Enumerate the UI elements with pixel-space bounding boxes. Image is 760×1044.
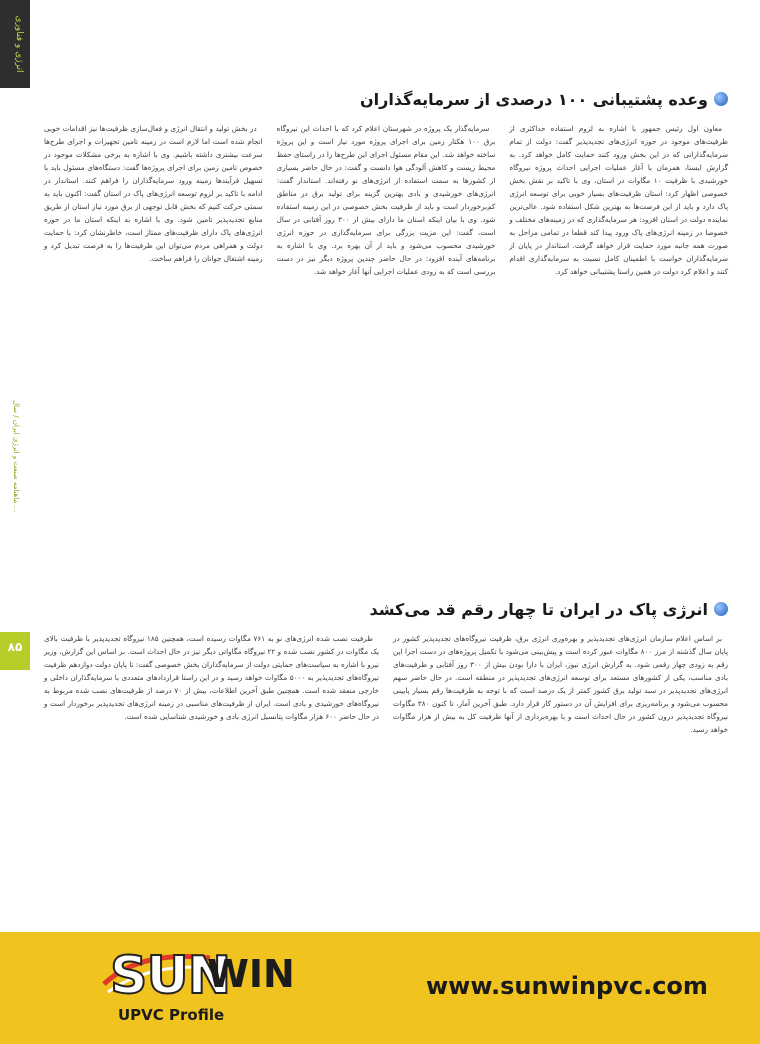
logo-sun-text: SUN — [110, 946, 231, 1006]
logo-subtitle: UPVC Profile — [118, 1006, 225, 1024]
article1-column-2 — [277, 122, 496, 582]
paragraph: بر اساس اعلام سازمان انرژی‌های تجدیدپذیر و بهره‌وری انرژی برق، ظرفیت نیروگاه‌های تجدیدپذیر کشور در پایان سال گذشته از مرز ۸۰۰ مگاوات عبور کرده است و پیش‌بینی می‌شود با تکمیل پروژه‌های در دست اجرا این رقم به زودی چهار رقمی شود. به گزارش انرژی نیوز، ایران با دارا بودن بیش از ۳۰۰ روز آفتابی و ظرفیت‌های بادی مناسب، یکی از کشورهای مستعد برای توسعه انرژی‌های تجدیدپذیر در منطقه است. در حال حاضر سهم انرژی‌های تجدیدپذیر در سبد تولید برق کشور کمتر از یک درصد است که با توجه به ظرفیت‌ها رقم بسیار پایینی محسوب می‌شود و برنامه‌ریزی برای افزایش آن در دستور کار قرار دارد. طبق آخرین آمار، تا کنون ۳۸۰ مگاوات نیروگاه تجدیدپذیر درون کشور در حال احداث است و با بهره‌برداری از آنها ظرفیت کل به بیش از هزار مگاوات خواهد رسید. — [393, 634, 729, 734]
paragraph: در بخش تولید و انتقال انرژی و فعال‌سازی ظرفیت‌ها نیز اقدامات خوبی انجام شده است اما لازم است در زمینه تامین تجهیزات و اجرای طرح‌ها سرعت بیشتری داشته باشیم. وی با اشاره به برخی مشکلات موجود در خصوص تامین زمین برای اجرای پروژه‌ها گفت: دستگاه‌های مسئول باید با تسهیل فرآیندها زمینه ورود سرمایه‌گذاران را فراهم کنند. استاندار در ادامه با تاکید بر لزوم توسعه انرژی‌های پاک در استان گفت: اکنون باید به سمتی حرکت کنیم که بخش قابل توجهی از برق مورد نیاز استان از طریق منابع تجدیدپذیر تامین شود. وی با اشاره به اینکه استان ما در حوزه انرژی‌های پاک دارای ظرفیت‌های ممتاز است، خاطرنشان کرد: با حمایت دولت و همراهی مردم می‌توان این ظرفیت‌ها را به فرصت تبدیل کرد و زمینه اشتغال جوانان را فراهم ساخت. — [43, 124, 263, 263]
paragraph: ظرفیت نصب شده انرژی‌های نو به ۷۶۱ مگاوات رسیده است، همچنین ۱۸۵ نیروگاه تجدیدپذیر با ظرفیت بالای یک مگاوات در کشور نصب شده و ۲۲ نیروگاه مگاواتی دیگر نیز در حال احداث است. بر اساس این گزارش، وزیر نیرو با اشاره به سیاست‌های حمایتی دولت از سرمایه‌گذاران بخش خصوصی گفت: تا پایان دولت دوازدهم ظرفیت نیروگاه‌های تجدیدپذیر به ۵۰۰۰ مگاوات خواهد رسید و در این راستا قراردادهای متعددی با سرمایه‌گذاران داخلی و خارجی منعقد شده است. همچنین طبق آخرین اطلاعات، بیش از ۷۰ درصد از ظرفیت‌های نصب شده مربوط به نیروگاه‌های خورشیدی و بادی است. ایران از ظرفیت‌های مناسبی در زمینه انرژی‌های تجدیدپذیر برخوردار است و در حال حاضر ۶۰۰ هزار مگاوات پتانسیل انرژی بادی و خورشیدی شناسایی شده است. — [44, 634, 379, 721]
section-label: انرژی و فناوری — [14, 15, 24, 73]
magazine-issue-line: ماهنامه صنعت و انرژی ایران / سال ... — [12, 400, 20, 513]
paragraph: معاون اول رئیس جمهور با اشاره به لزوم استفاده حداکثری از ظرفیت‌های موجود در حوزه انرژی‌های تجدیدپذیر گفت: دولت از تمام سرمایه‌گذارانی که در این بخش ورود کنند حمایت کامل خواهد کرد. به گزارش ایسنا، همزمان با آغاز عملیات اجرایی احداث پروژه نیروگاه خورشیدی با ظرفیت ۱۰ مگاوات در استان، وی با تاکید بر نقش بخش خصوصی اظهار کرد: استان ظرفیت‌های بسیار خوبی برای توسعه انرژی پاک دارد و باید از این فرصت‌ها به بهترین شکل استفاده شود. عالی‌ترین نماینده دولت در استان افزود: هر سرمایه‌گذاری که در زمینه‌های مختلف و خصوصا در زمینه انرژی‌های پاک ورود پیدا کند قطعا در تمامی مراحل به صورت همه جانبه مورد حمایت قرار خواهد گرفت. استاندار در پایان از سرمایه‌گذاران خواست با اطمینان کامل نسبت به سرمایه‌گذاری اقدام کنند و اعلام کرد دولت در همین راستا پشتیبانی خواهد کرد. — [509, 124, 728, 276]
article2-title: انرژی پاک در ایران تا چهار رقم قد می‌کشد — [369, 599, 708, 619]
article2-heading — [370, 598, 729, 620]
article1-body — [44, 122, 728, 582]
paragraph: سرمایه‌گذار یک پروژه در شهرستان اعلام کرد که با احداث این نیروگاه برق ۱۰۰ هکتار زمین برای اجرای پروژه مورد نیاز است و این پروژه ساخته خواهد شد. این مقام مسئول اجرای این طرح‌ها را در راستای حفظ محیط زیست و کاهش آلودگی هوا دانست و گفت: در حال حاضر بسیاری از کشورها به سمت استفاده از انرژی‌های نو رفته‌اند. استاندار گفت: انرژی‌های خورشیدی و بادی بهترین گزینه برای تولید برق در مناطق کم‌برخوردار است و باید از ظرفیت بخش خصوصی در این زمینه استفاده شود. وی با بیان اینکه استان ما دارای بیش از ۳۰۰ روز آفتابی در سال است، گفت: این مزیت بزرگی برای سرمایه‌گذاری در حوزه انرژی خورشیدی محسوب می‌شود و باید از آن بهره برد. وی با اشاره به برنامه‌های آینده افزود: در حال حاضر چندین پروژه دیگر نیز در دست بررسی است که به زودی عملیات اجرایی آنها آغاز خواهد شد. — [276, 124, 496, 276]
article1-column-1 — [509, 122, 728, 582]
advertiser-url-link[interactable]: www.sunwinpvc.com — [426, 972, 708, 1000]
article2-body — [44, 632, 728, 922]
article1-heading — [360, 88, 728, 110]
bullet-icon — [714, 92, 728, 106]
article2-column-1 — [393, 632, 728, 922]
article1-title: وعده پشتیبانی ۱۰۰ درصدی از سرمایه‌گذاران — [360, 89, 708, 109]
sidebar — [0, 0, 30, 1044]
page-number: ۸۵ — [7, 640, 23, 654]
logo-win-text: WIN — [207, 952, 295, 996]
bullet-icon — [714, 602, 728, 616]
article2-column-2 — [44, 632, 379, 922]
article1-column-3 — [44, 122, 263, 582]
